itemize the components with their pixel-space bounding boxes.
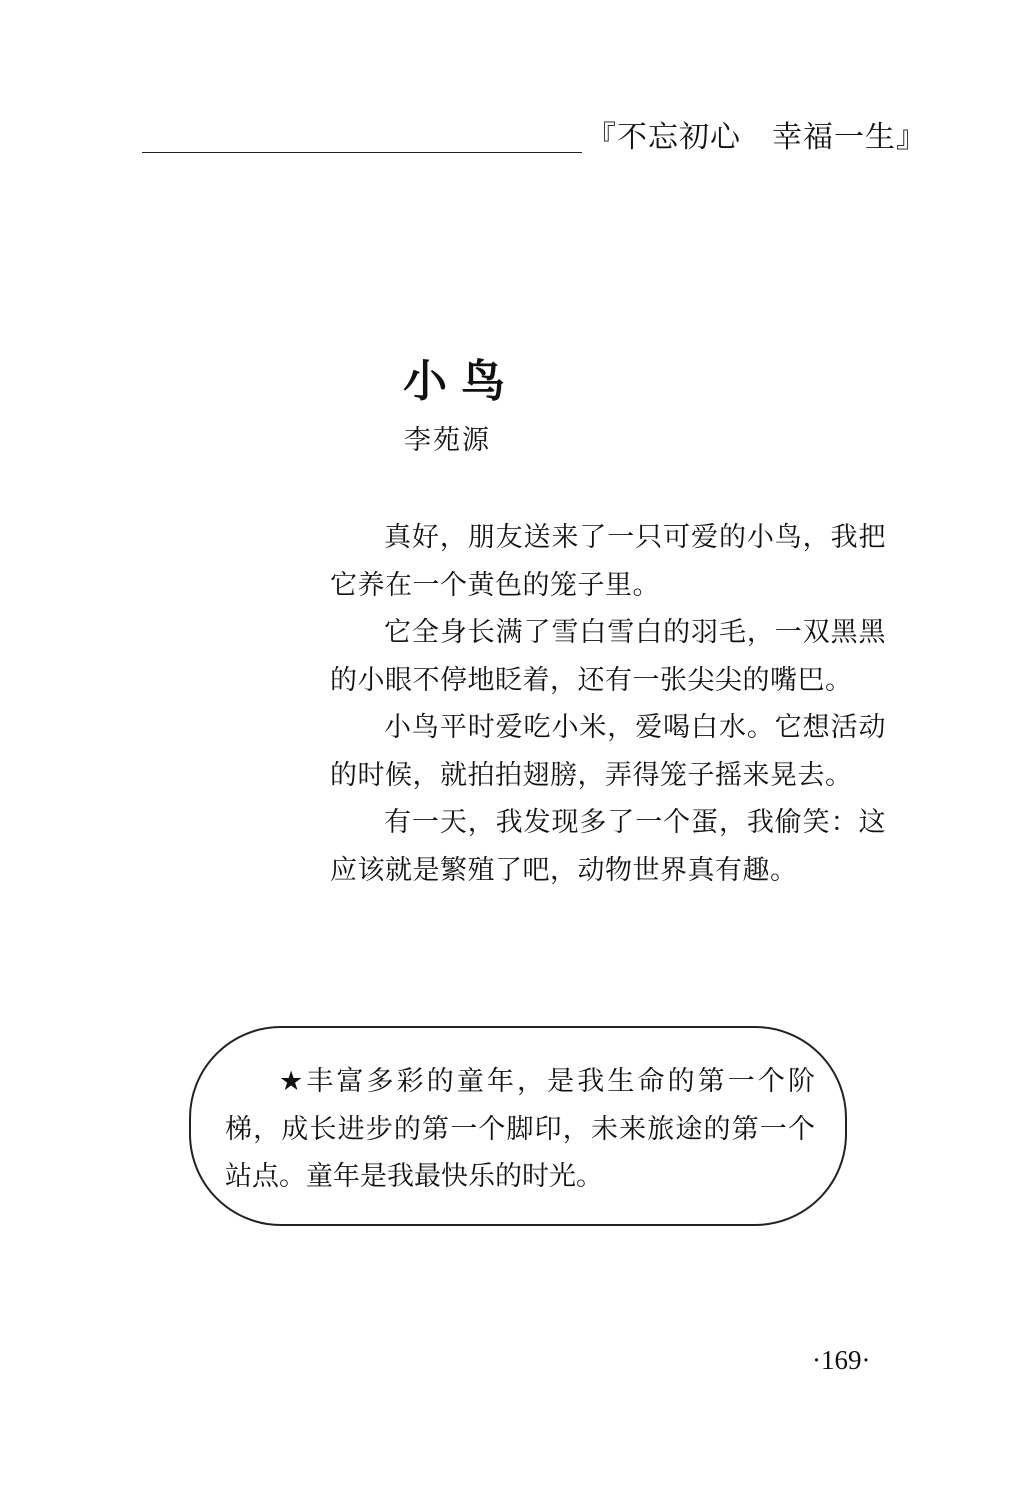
paragraph: 有一天，我发现多了一个蛋，我偷笑：这应该就是繁殖了吧，动物世界真有趣。 xyxy=(330,807,886,886)
header-rule xyxy=(142,152,582,153)
article-title: 小鸟 xyxy=(403,356,519,407)
running-header: 『不忘初心 幸福一生』 xyxy=(586,120,927,155)
paragraph: 真好，朋友送来了一只可爱的小鸟，我把它养在一个黄色的笼子里。 xyxy=(330,522,886,601)
paragraph: 小鸟平时爱吃小米，爱喝白水。它想活动的时候，就拍拍翅膀，弄得笼子摇来晃去。 xyxy=(330,712,886,791)
article-author: 李苑源 xyxy=(404,425,491,456)
paragraph: 它全身长满了雪白雪白的羽毛，一双黑黑的小眼不停地眨着，还有一张尖尖的嘴巴。 xyxy=(330,617,886,696)
page-number: ·169· xyxy=(812,1345,871,1375)
article-body xyxy=(330,514,886,894)
comment-text: ★丰富多彩的童年，是我生命的第一个阶梯，成长进步的第一个脚印，未来旅途的第一个站点。童年是我最快乐的时光。 xyxy=(225,1066,815,1192)
